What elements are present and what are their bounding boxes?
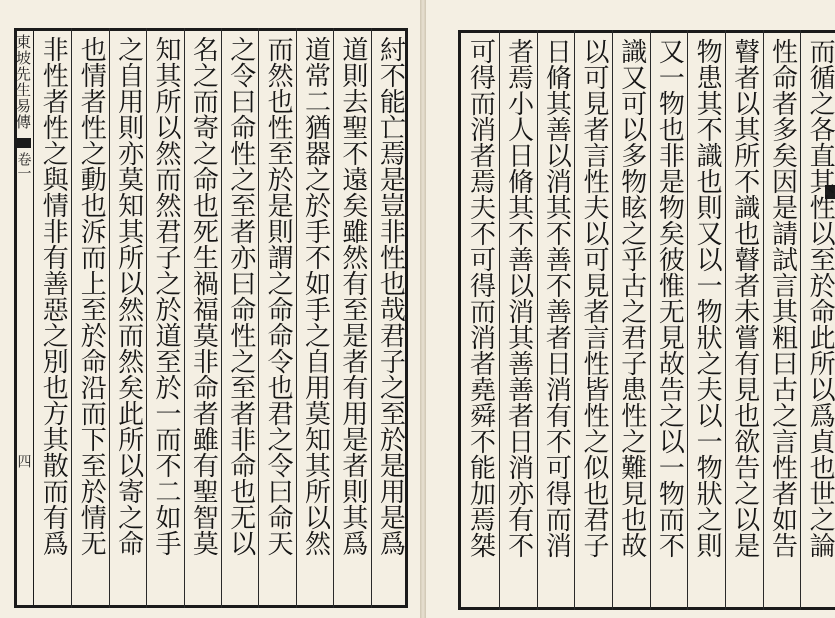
text-column <box>184 28 221 608</box>
left-text-columns <box>34 28 408 608</box>
text-column <box>333 28 370 608</box>
text-column <box>34 28 71 608</box>
column-text: 物患其不識也則又以一物狀之夫以一物狀之則 <box>692 38 723 558</box>
banxin-book-title: 東坡先生易傳 <box>14 34 32 130</box>
column-text: 日脩其善以消其不善不善者日消有不可得而消 <box>541 38 572 558</box>
column-text: 紂不能亡焉是豈非性也哉君子之至於是用是爲 <box>375 36 406 556</box>
text-column <box>146 28 183 608</box>
column-text: 以可見者言性夫以可見者言性皆性之似也君子 <box>579 38 610 558</box>
column-text: 又一物也非是物矣彼惟无見故告之以一物而不 <box>654 38 685 558</box>
column-text: 道則去聖不遠矣雖然有至是者有用是者則其爲 <box>337 36 368 556</box>
column-text: 之令曰命性之至者亦曰命性之至者非命也无以 <box>225 36 256 556</box>
text-column <box>612 30 650 610</box>
text-column <box>499 30 537 610</box>
column-text: 瞽者以其所不識也瞽者未嘗有見也欲告之以是 <box>729 38 760 558</box>
text-column <box>296 28 333 608</box>
column-text: 也情者性之動也泝而上至於命沿而下至於情无 <box>76 36 107 556</box>
right-text-columns <box>461 30 835 610</box>
right-page <box>426 0 835 618</box>
text-column <box>71 28 108 608</box>
text-column <box>258 28 295 608</box>
column-text: 知其所以然而然君子之於道至於一而不二如手 <box>150 36 181 556</box>
text-column <box>687 30 725 610</box>
banxin-center-column <box>14 28 34 608</box>
column-text: 非性者性之與情非有善惡之別也方其散而有爲 <box>38 36 69 556</box>
column-text: 而然也性至於是則謂之命命令也君之令曰命天 <box>263 36 294 556</box>
text-column <box>800 30 835 610</box>
text-column <box>763 30 801 610</box>
column-text: 而循之各直其性以至於命此所以爲貞也世之論 <box>805 38 835 558</box>
text-column <box>221 28 258 608</box>
column-text: 者焉小人日脩其不善以消其善善者日消亦有不 <box>503 38 534 558</box>
column-text: 名之而寄之命也死生禍福莫非命者雖有聖智莫 <box>188 36 219 556</box>
text-column <box>650 30 688 610</box>
column-text: 之自用則亦莫知其所以然而然矣此所以寄之命 <box>113 36 144 556</box>
text-column <box>461 30 499 610</box>
column-text: 道常二猶器之於手不如手之自用莫知其所以然 <box>300 36 331 556</box>
column-text: 可得而消者焉夫不可得而消者堯舜不能加焉桀 <box>465 38 496 558</box>
column-text: 識又可以多物眩之乎古之君子患性之難見也故 <box>616 38 647 558</box>
text-column <box>725 30 763 610</box>
banxin-volume-label: 卷一 <box>15 152 32 180</box>
text-column <box>537 30 575 610</box>
text-column <box>109 28 146 608</box>
banxin-leaf-number: 四 <box>15 454 32 468</box>
text-column <box>574 30 612 610</box>
fish-tail-mark <box>17 138 31 148</box>
column-text: 性命者多矣因是請試言其粗曰古之言性者如告 <box>767 38 798 558</box>
text-column <box>371 28 408 608</box>
